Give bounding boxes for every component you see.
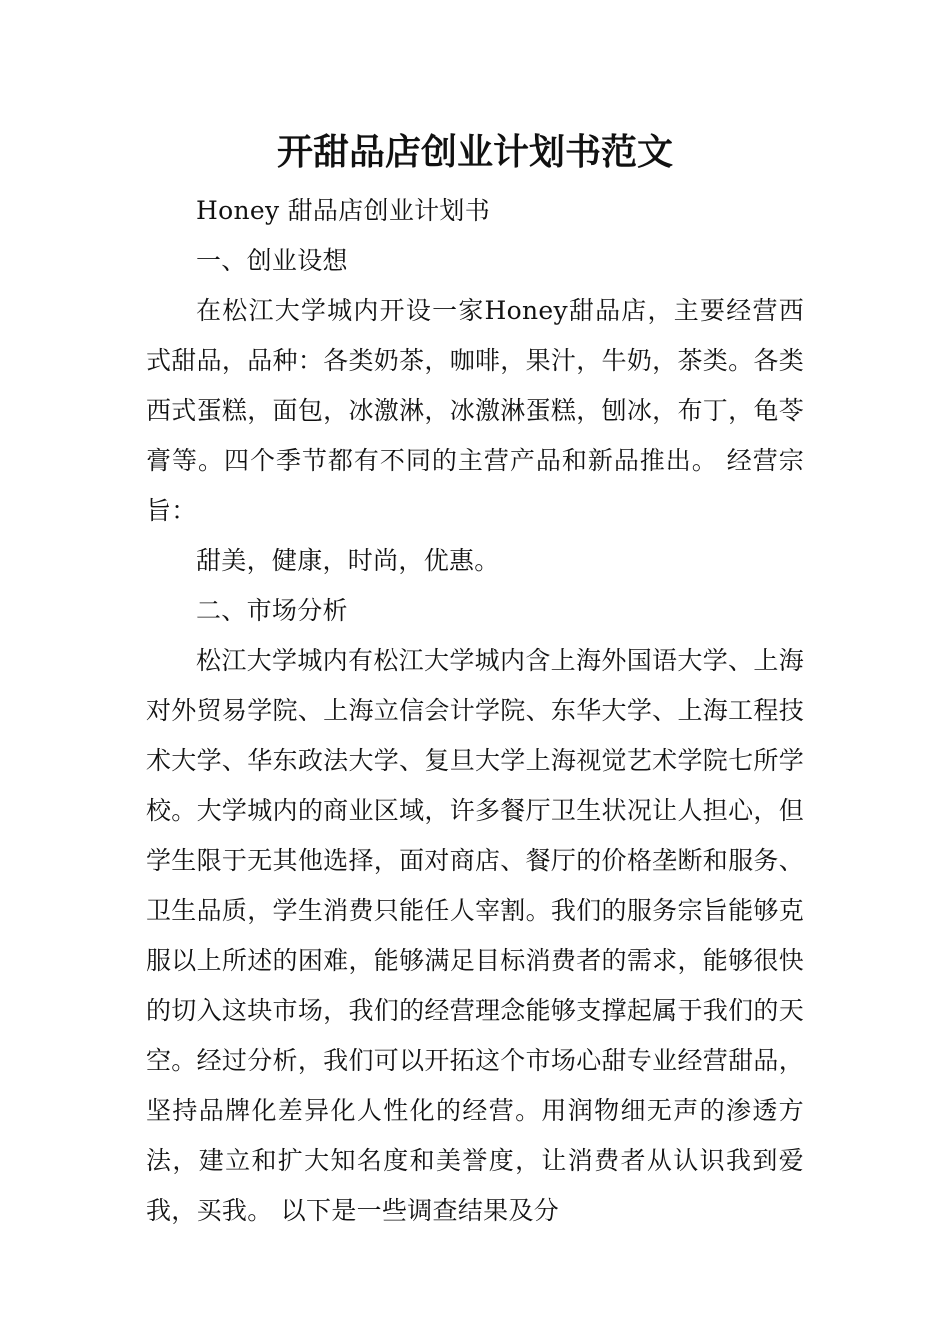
subtitle-paragraph: Honey 甜品店创业计划书 bbox=[196, 196, 491, 225]
document-title: 开甜品店创业计划书范文 bbox=[276, 131, 673, 173]
body-paragraph-3: 松江大学城内有松江大学城内含上海外国语大学、上海对外贸易学院、上海立信会计学院、东华大学、上海工程技术大学、华东政法大学、复旦大学上海视觉艺术学院七所学校。大学城内的商业区域，许多餐厅卫生状况让人担心，但学生限于无其他选择，面对商店、餐厅的价格垄断和服务、卫生品质，学生消费只能任人宰割。我们的服务宗旨能够克服以上所述的困难，能够满足目标消费者的需求，能够很快的切入这块市场，我们的经营理念能够支撑起属于我们的天空。经过分析，我们可以开拓这个市场心甜专业经营甜品，坚持品牌化差异化人性化的经营。用润物细无声的渗透方法，建立和扩大知名度和美誉度，让消费者从认识我到爱我，买我。 以下是一些调查结果及分 bbox=[146, 646, 804, 1225]
body-paragraph-1: 在松江大学城内开设一家Honey甜品店，主要经营西式甜品，品种：各类奶茶，咖啡，果汁，牛奶，茶类。各类西式蛋糕，面包，冰激淋，冰激淋蛋糕，刨冰，布丁，龟苓膏等。四个季节都有不同的主营产品和新品推出。 经营宗旨： bbox=[146, 296, 804, 525]
section-heading-1: 一、创业设想 bbox=[196, 246, 348, 275]
body-paragraph-2: 甜美，健康，时尚，优惠。 bbox=[196, 546, 500, 575]
section-heading-2: 二、市场分析 bbox=[196, 596, 348, 625]
